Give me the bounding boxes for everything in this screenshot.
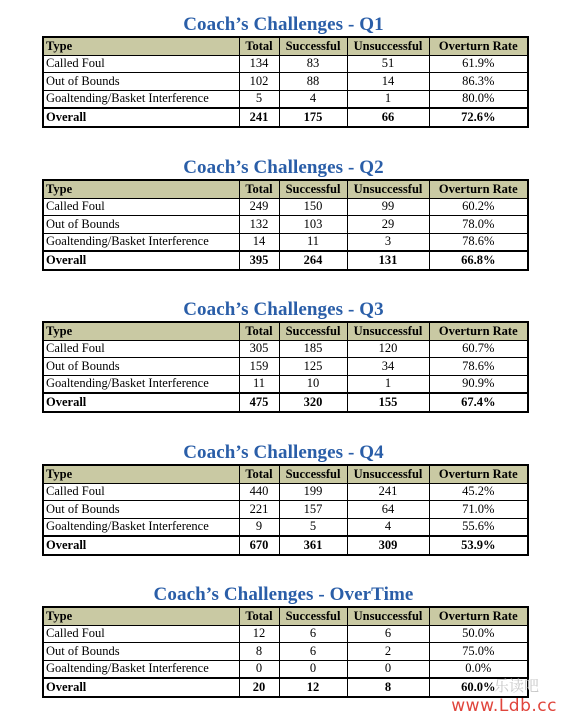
watermark-chinese: 乐读吧: [493, 677, 539, 695]
cell-type: Overall: [43, 536, 239, 555]
table-row: [43, 233, 528, 251]
cell-total: 9: [239, 518, 279, 536]
cell-rate: 90.9%: [429, 375, 528, 393]
cell-rate: 50.0%: [429, 625, 528, 643]
cell-total: 14: [239, 233, 279, 251]
cell-unsuccessful: 1: [347, 375, 429, 393]
challenge-table: [42, 464, 529, 556]
cell-rate: 60.2%: [429, 198, 528, 216]
cell-successful: 320: [279, 393, 347, 412]
cell-total: 440: [239, 483, 279, 501]
cell-rate: 72.6%: [429, 108, 528, 127]
cell-successful: 0: [279, 660, 347, 678]
table-header-row: [43, 37, 528, 55]
cell-type: Out of Bounds: [43, 216, 239, 234]
cell-type: Called Foul: [43, 625, 239, 643]
challenge-table: [42, 606, 529, 698]
header-total: Total: [239, 607, 279, 625]
header-type: Type: [43, 607, 239, 625]
header-overturn-rate: Overturn Rate: [429, 465, 528, 483]
cell-successful: 11: [279, 233, 347, 251]
cell-rate: 80.0%: [429, 90, 528, 108]
cell-unsuccessful: 309: [347, 536, 429, 555]
header-total: Total: [239, 37, 279, 55]
section-title: Coach’s Challenges - Q2: [183, 157, 384, 178]
header-overturn-rate: Overturn Rate: [429, 180, 528, 198]
cell-unsuccessful: 8: [347, 678, 429, 697]
cell-unsuccessful: 51: [347, 55, 429, 73]
challenge-table: [42, 179, 529, 271]
challenge-table: [42, 36, 529, 128]
header-total: Total: [239, 465, 279, 483]
cell-unsuccessful: 3: [347, 233, 429, 251]
cell-type: Overall: [43, 393, 239, 412]
cell-rate: 75.0%: [429, 643, 528, 661]
cell-rate: 0.0%: [429, 660, 528, 678]
cell-type: Out of Bounds: [43, 358, 239, 376]
table-header-row: [43, 180, 528, 198]
cell-successful: 175: [279, 108, 347, 127]
cell-total: 102: [239, 73, 279, 91]
cell-successful: 157: [279, 501, 347, 519]
cell-total: 159: [239, 358, 279, 376]
cell-type: Overall: [43, 251, 239, 270]
header-unsuccessful: Unsuccessful: [347, 322, 429, 340]
cell-unsuccessful: 155: [347, 393, 429, 412]
cell-rate: 67.4%: [429, 393, 528, 412]
table-row: [43, 625, 528, 643]
section-title: Coach’s Challenges - OverTime: [153, 584, 414, 605]
header-type: Type: [43, 37, 239, 55]
table-row: [43, 643, 528, 661]
cell-rate: 53.9%: [429, 536, 528, 555]
cell-rate: 61.9%: [429, 55, 528, 73]
cell-type: Goaltending/Basket Interference: [43, 660, 239, 678]
table-row: [43, 660, 528, 678]
cell-unsuccessful: 34: [347, 358, 429, 376]
cell-unsuccessful: 4: [347, 518, 429, 536]
cell-total: 475: [239, 393, 279, 412]
cell-successful: 103: [279, 216, 347, 234]
table-row: [43, 501, 528, 519]
cell-unsuccessful: 6: [347, 625, 429, 643]
header-overturn-rate: Overturn Rate: [429, 322, 528, 340]
header-unsuccessful: Unsuccessful: [347, 607, 429, 625]
overall-row: [43, 678, 528, 697]
cell-total: 305: [239, 340, 279, 358]
cell-successful: 12: [279, 678, 347, 697]
cell-total: 221: [239, 501, 279, 519]
cell-type: Out of Bounds: [43, 73, 239, 91]
cell-type: Called Foul: [43, 340, 239, 358]
cell-successful: 5: [279, 518, 347, 536]
section-title: Coach’s Challenges - Q3: [183, 299, 384, 320]
header-successful: Successful: [279, 180, 347, 198]
cell-total: 249: [239, 198, 279, 216]
cell-type: Goaltending/Basket Interference: [43, 518, 239, 536]
table-header-row: [43, 465, 528, 483]
overall-row: [43, 536, 528, 555]
challenge-table: [42, 321, 529, 413]
cell-unsuccessful: 64: [347, 501, 429, 519]
cell-rate: 55.6%: [429, 518, 528, 536]
header-total: Total: [239, 322, 279, 340]
cell-successful: 264: [279, 251, 347, 270]
cell-unsuccessful: 0: [347, 660, 429, 678]
cell-total: 11: [239, 375, 279, 393]
cell-total: 132: [239, 216, 279, 234]
table-row: [43, 73, 528, 91]
cell-type: Out of Bounds: [43, 501, 239, 519]
cell-successful: 10: [279, 375, 347, 393]
cell-unsuccessful: 241: [347, 483, 429, 501]
cell-unsuccessful: 66: [347, 108, 429, 127]
header-type: Type: [43, 180, 239, 198]
cell-rate: 71.0%: [429, 501, 528, 519]
table-row: [43, 518, 528, 536]
cell-total: 8: [239, 643, 279, 661]
header-total: Total: [239, 180, 279, 198]
table-row: [43, 358, 528, 376]
challenge-section-q3: [0, 299, 567, 409]
cell-type: Out of Bounds: [43, 643, 239, 661]
cell-total: 5: [239, 90, 279, 108]
cell-unsuccessful: 120: [347, 340, 429, 358]
cell-unsuccessful: 29: [347, 216, 429, 234]
cell-rate: 60.0%: [429, 678, 528, 697]
cell-type: Overall: [43, 108, 239, 127]
cell-successful: 185: [279, 340, 347, 358]
table-row: [43, 375, 528, 393]
table-row: [43, 198, 528, 216]
cell-successful: 83: [279, 55, 347, 73]
table-row: [43, 90, 528, 108]
cell-type: Goaltending/Basket Interference: [43, 375, 239, 393]
header-unsuccessful: Unsuccessful: [347, 37, 429, 55]
cell-rate: 78.6%: [429, 233, 528, 251]
cell-rate: 66.8%: [429, 251, 528, 270]
table-row: [43, 483, 528, 501]
header-successful: Successful: [279, 465, 347, 483]
overall-row: [43, 108, 528, 127]
cell-successful: 6: [279, 643, 347, 661]
cell-successful: 150: [279, 198, 347, 216]
cell-total: 12: [239, 625, 279, 643]
cell-rate: 86.3%: [429, 73, 528, 91]
header-successful: Successful: [279, 607, 347, 625]
cell-type: Goaltending/Basket Interference: [43, 90, 239, 108]
header-overturn-rate: Overturn Rate: [429, 607, 528, 625]
cell-rate: 78.0%: [429, 216, 528, 234]
table-header-row: [43, 607, 528, 625]
cell-rate: 45.2%: [429, 483, 528, 501]
cell-unsuccessful: 1: [347, 90, 429, 108]
watermark-url: www.Ldb.cc: [451, 696, 557, 716]
cell-unsuccessful: 2: [347, 643, 429, 661]
challenge-section-q2: [0, 157, 567, 267]
cell-total: 0: [239, 660, 279, 678]
section-title: Coach’s Challenges - Q4: [183, 442, 384, 463]
overall-row: [43, 251, 528, 270]
cell-total: 395: [239, 251, 279, 270]
cell-total: 241: [239, 108, 279, 127]
table-row: [43, 216, 528, 234]
cell-successful: 6: [279, 625, 347, 643]
header-successful: Successful: [279, 322, 347, 340]
cell-total: 670: [239, 536, 279, 555]
cell-rate: 60.7%: [429, 340, 528, 358]
cell-unsuccessful: 99: [347, 198, 429, 216]
header-unsuccessful: Unsuccessful: [347, 180, 429, 198]
cell-type: Goaltending/Basket Interference: [43, 233, 239, 251]
header-type: Type: [43, 322, 239, 340]
table-header-row: [43, 322, 528, 340]
cell-type: Overall: [43, 678, 239, 697]
cell-successful: 125: [279, 358, 347, 376]
cell-type: Called Foul: [43, 198, 239, 216]
cell-total: 20: [239, 678, 279, 697]
header-unsuccessful: Unsuccessful: [347, 465, 429, 483]
cell-successful: 88: [279, 73, 347, 91]
cell-rate: 78.6%: [429, 358, 528, 376]
cell-unsuccessful: 131: [347, 251, 429, 270]
header-overturn-rate: Overturn Rate: [429, 37, 528, 55]
challenge-section-q1: [0, 14, 567, 124]
table-row: [43, 55, 528, 73]
header-type: Type: [43, 465, 239, 483]
challenge-section-q4: [0, 442, 567, 552]
cell-unsuccessful: 14: [347, 73, 429, 91]
header-successful: Successful: [279, 37, 347, 55]
cell-successful: 4: [279, 90, 347, 108]
cell-successful: 199: [279, 483, 347, 501]
cell-successful: 361: [279, 536, 347, 555]
cell-total: 134: [239, 55, 279, 73]
table-row: [43, 340, 528, 358]
overall-row: [43, 393, 528, 412]
cell-type: Called Foul: [43, 55, 239, 73]
cell-type: Called Foul: [43, 483, 239, 501]
section-title: Coach’s Challenges - Q1: [183, 14, 384, 35]
